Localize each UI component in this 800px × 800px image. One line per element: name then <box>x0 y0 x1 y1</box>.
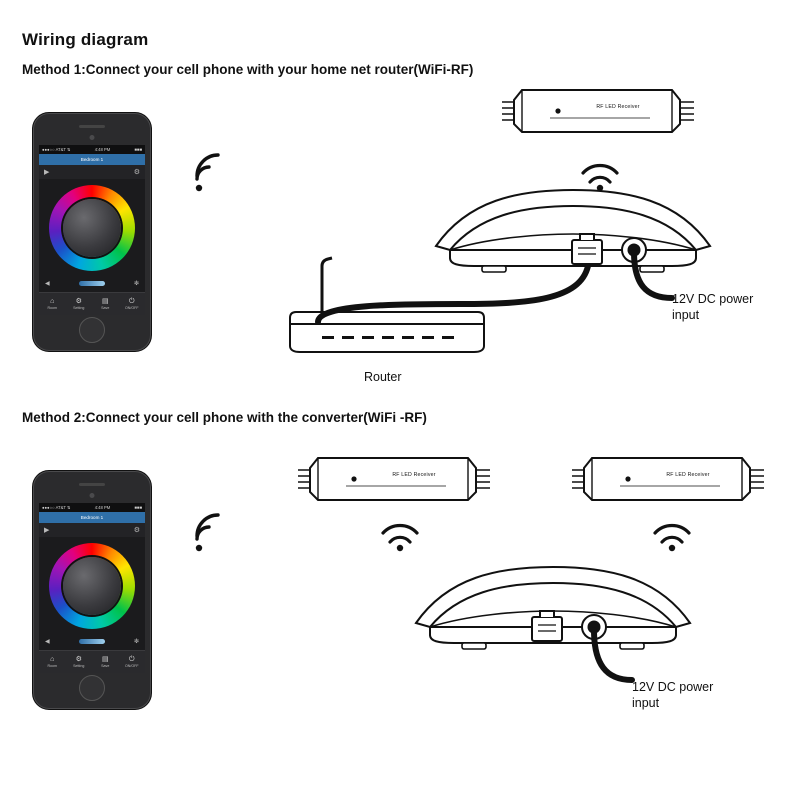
receiver-label: RF LED Receiver <box>666 472 710 478</box>
tab-room-label: Room <box>47 664 58 669</box>
phone-camera-icon <box>90 493 95 498</box>
power-icon: ⏻ <box>128 656 135 664</box>
power-callout-method-1 <box>672 292 753 323</box>
color-wheel[interactable] <box>49 543 135 629</box>
phone-home-button[interactable] <box>79 317 105 343</box>
slider-right-icon[interactable]: ❇ <box>133 280 139 287</box>
tab-setting[interactable] <box>66 297 93 311</box>
home-router <box>282 246 492 361</box>
app-control-row <box>39 523 145 537</box>
tab-setting-label: Setting <box>73 664 85 669</box>
slider-left-icon[interactable]: ◀ <box>45 280 50 287</box>
wifi-waves-converter-1 <box>578 158 622 192</box>
tab-onoff-label: ON/OFF <box>124 664 139 669</box>
app-control-row <box>39 165 145 179</box>
tab-save[interactable] <box>92 655 119 669</box>
page-title: Wiring diagram <box>22 30 149 49</box>
slider-left-icon[interactable]: ◀ <box>45 638 50 645</box>
play-icon[interactable]: ▶ <box>44 527 50 534</box>
status-battery: ■■■ <box>134 505 142 510</box>
home-icon: ⌂ <box>50 656 55 664</box>
status-battery: ■■■ <box>134 147 142 152</box>
rf-led-receiver-method-2-right <box>570 448 770 513</box>
color-wheel-knob[interactable] <box>63 199 121 257</box>
save-icon: ▤ <box>101 656 109 664</box>
gear-icon[interactable]: ⚙ <box>133 527 140 534</box>
play-icon[interactable]: ▶ <box>44 169 50 176</box>
tab-save-label: Save <box>101 664 110 669</box>
save-icon: ▤ <box>101 298 109 306</box>
power-icon: ⏻ <box>128 298 135 306</box>
phone-speaker <box>79 483 105 486</box>
wifi-waves-converter-2-left <box>378 518 422 552</box>
rf-led-receiver-method-2-left <box>296 448 496 513</box>
wifi-waves-phone-1 <box>193 152 229 196</box>
brightness-slider[interactable] <box>79 281 105 286</box>
tab-onoff[interactable] <box>119 297 146 311</box>
phone-screen <box>39 503 145 673</box>
power-callout-line-1: 12V DC power <box>632 680 714 694</box>
phone-status-bar <box>39 145 145 154</box>
method-2-label: Method 2:Connect your cell phone with the converter(WiFi -RF) <box>22 410 427 425</box>
brightness-slider-row[interactable] <box>39 277 145 289</box>
color-wheel-knob[interactable] <box>63 557 121 615</box>
receiver-label: RF LED Receiver <box>596 104 640 110</box>
rf-led-receiver-method-1 <box>500 80 700 145</box>
tab-onoff[interactable] <box>119 655 146 669</box>
receiver-label: RF LED Receiver <box>392 472 436 478</box>
app-title: Bedroom 1 <box>80 157 104 162</box>
power-callout-line-2: input <box>672 307 700 322</box>
smartphone-method-2 <box>32 470 152 710</box>
app-title-bar <box>39 512 145 523</box>
gear-icon: ⚙ <box>75 656 82 664</box>
status-time: 4:48 PM <box>94 147 111 152</box>
wifi-rf-converter-method-2 <box>408 565 698 662</box>
router-label: Router <box>364 370 402 384</box>
app-title-bar <box>39 154 145 165</box>
app-tab-bar[interactable] <box>39 650 145 673</box>
wifi-waves-converter-2-right <box>650 518 694 552</box>
gear-icon[interactable]: ⚙ <box>133 169 140 176</box>
phone-status-bar <box>39 503 145 512</box>
tab-room-label: Room <box>47 306 58 311</box>
tab-setting[interactable] <box>66 655 93 669</box>
power-callout-line-2: input <box>632 695 660 710</box>
method-1-label: Method 1:Connect your cell phone with your home net router(WiFi-RF) <box>22 62 474 77</box>
app-title: Bedroom 1 <box>80 515 104 520</box>
home-icon: ⌂ <box>50 298 55 306</box>
brightness-slider[interactable] <box>79 639 105 644</box>
phone-home-button[interactable] <box>79 675 105 701</box>
tab-onoff-label: ON/OFF <box>124 306 139 311</box>
tab-save[interactable] <box>92 297 119 311</box>
tab-setting-label: Setting <box>73 306 85 311</box>
tab-room[interactable] <box>39 655 66 669</box>
phone-screen <box>39 145 145 315</box>
gear-icon: ⚙ <box>75 298 82 306</box>
wifi-waves-phone-2 <box>193 512 229 556</box>
slider-right-icon[interactable]: ❇ <box>133 638 139 645</box>
app-tab-bar[interactable] <box>39 292 145 315</box>
tab-room[interactable] <box>39 297 66 311</box>
power-callout-method-2 <box>632 680 713 711</box>
status-carrier: ●●●○○ AT&T ⇅ <box>42 147 71 152</box>
power-callout-line-1: 12V DC power <box>672 292 754 306</box>
phone-camera-icon <box>90 135 95 140</box>
color-wheel[interactable] <box>49 185 135 271</box>
tab-save-label: Save <box>101 306 110 311</box>
brightness-slider-row[interactable] <box>39 635 145 647</box>
phone-speaker <box>79 125 105 128</box>
smartphone-method-1 <box>32 112 152 352</box>
status-carrier: ●●●○○ AT&T ⇅ <box>42 505 71 510</box>
status-time: 4:48 PM <box>94 505 111 510</box>
